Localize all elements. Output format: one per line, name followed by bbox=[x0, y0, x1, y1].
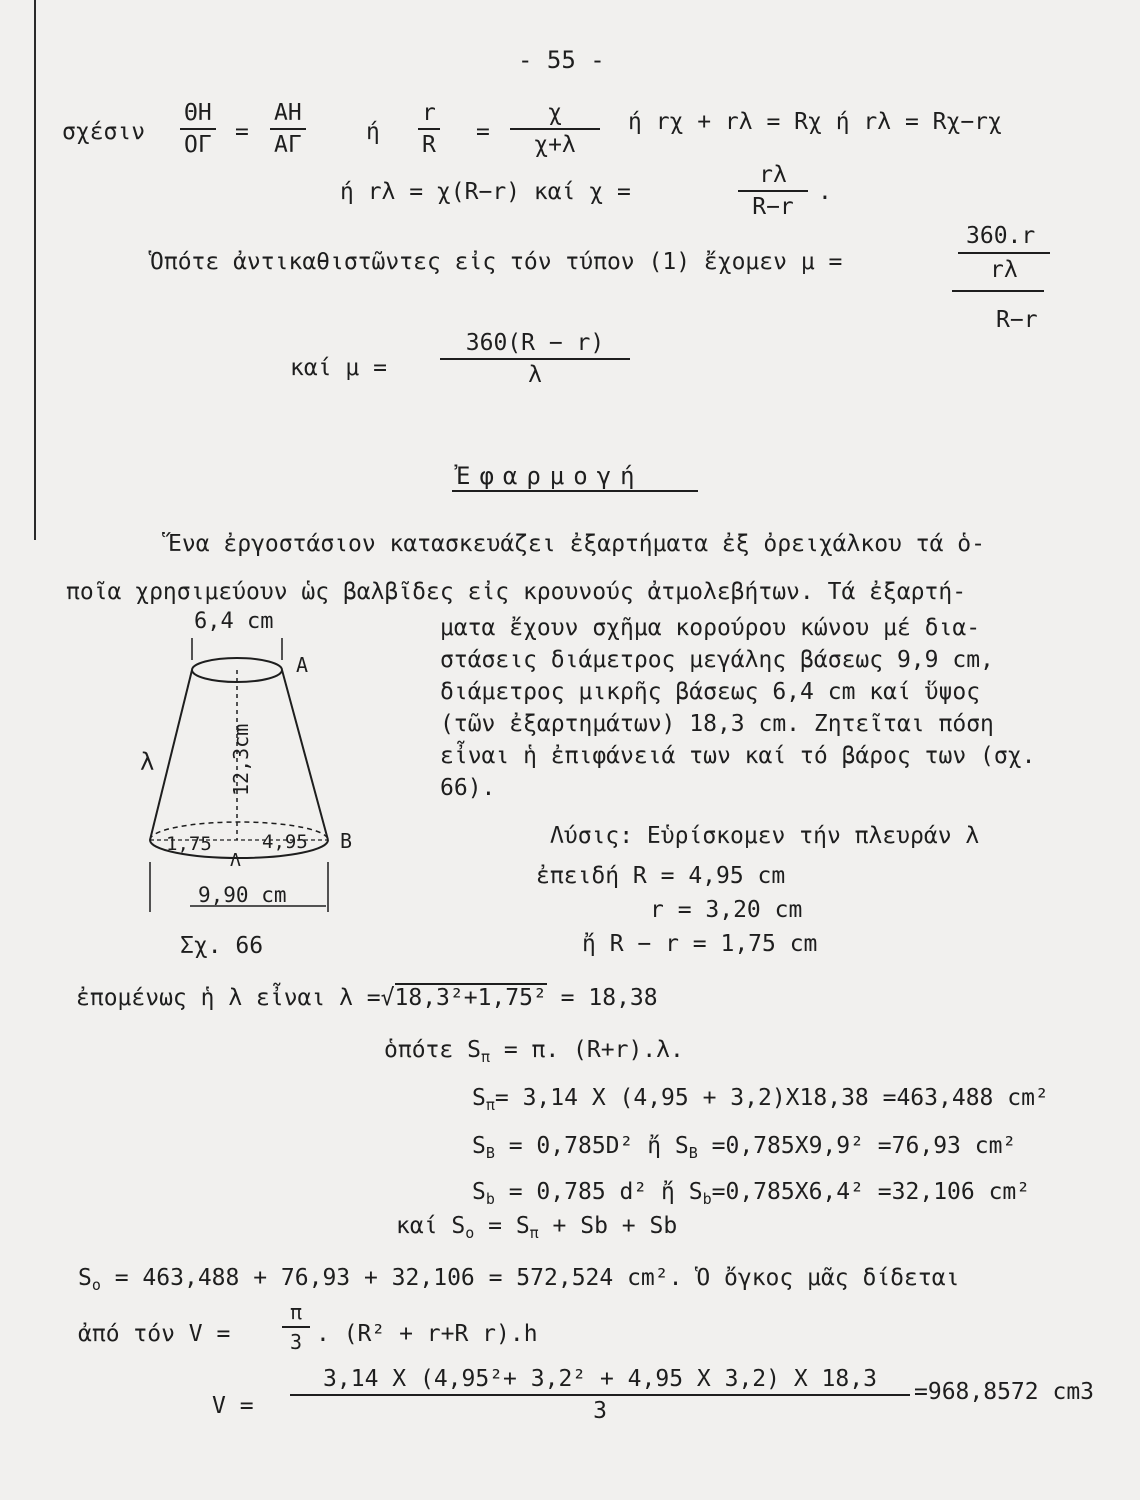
fraction-numerator: ΑΗ bbox=[270, 100, 306, 130]
point-B-label: Β bbox=[340, 829, 353, 853]
fraction-bar bbox=[952, 290, 1044, 292]
fraction-alpha-eta bbox=[270, 100, 306, 158]
symbol: S bbox=[472, 1085, 486, 1111]
sqrt-sign: √ bbox=[380, 985, 395, 1011]
subscript: π bbox=[529, 1224, 539, 1242]
given-r: r = 3,20 cm bbox=[650, 897, 803, 923]
problem-line-6: (τῶν ἐξαρτημάτων) 18,3 cm. Ζητεῖται πόση bbox=[440, 711, 994, 737]
fraction-theta-eta bbox=[180, 100, 216, 158]
lateral-surface-calc bbox=[472, 1084, 1049, 1119]
rel1-tail: ή rχ + rλ = Rχ ή rλ = Rχ−rχ bbox=[628, 109, 1002, 135]
volume-formula: . (R² + r+R r).h bbox=[316, 1321, 538, 1347]
fraction-denominator: R−r bbox=[752, 194, 794, 220]
right-segment-label: 4,95 bbox=[262, 831, 308, 853]
formula-tail: =0,785X6,4² =32,106 cm² bbox=[711, 1179, 1031, 1205]
subscript: B bbox=[485, 1144, 495, 1162]
formula-tail: = 463,488 + 76,93 + 32,106 = 572,524 cm². Ὁ ὄγκος μᾶς δίδεται bbox=[100, 1265, 960, 1291]
section-title: Ἐφαρμογή bbox=[456, 462, 644, 490]
rel2-end: . bbox=[818, 179, 832, 205]
sqrt-radicand: 18,3²+1,75² bbox=[394, 985, 547, 1011]
formula-tail: = π. (R+r).λ. bbox=[489, 1037, 684, 1063]
fraction-chi bbox=[510, 100, 600, 158]
subscript: b bbox=[485, 1190, 495, 1208]
formula-tail: = 3,14 X (4,95 + 3,2)X18,38 =463,488 cm² bbox=[494, 1085, 1049, 1111]
lambda-equation bbox=[76, 984, 658, 1012]
volume-fraction bbox=[290, 1366, 910, 1424]
rel3-denominator: R−r bbox=[996, 307, 1038, 333]
problem-line-3: ματα ἔχουν σχῆμα κορούρου κώνου μέ δια- bbox=[440, 615, 981, 641]
lambda-lead: ἐπομένως ἡ λ εἶναι λ = bbox=[76, 985, 381, 1011]
lambda-tail: = 18,38 bbox=[546, 985, 658, 1011]
problem-line-1: Ἕνα ἐργοστάσιον κατασκευάζει ἐξαρτήματα ἐξ ὀρειχάλκου τά ὁ- bbox=[168, 531, 985, 557]
formula-tail: =0,785X9,9² =76,93 cm² bbox=[697, 1133, 1017, 1159]
small-base-calc bbox=[472, 1178, 1030, 1213]
figure-caption: Σχ. 66 bbox=[180, 933, 264, 959]
given-R: ἐπειδή R = 4,95 cm bbox=[536, 863, 786, 889]
symbol: S bbox=[472, 1133, 486, 1159]
problem-line-4: στάσεις διάμετρος μεγάλης βάσεως 9,9 cm, bbox=[440, 647, 994, 673]
rel3-mid: rλ bbox=[990, 257, 1018, 283]
left-segment-label: 1,75 bbox=[166, 833, 212, 855]
formula-tail: + Sb + Sb bbox=[538, 1213, 678, 1239]
fraction-pi-over-3 bbox=[282, 1300, 310, 1354]
rel2-lead: ή rλ = χ(R−r) καί χ = bbox=[340, 179, 631, 205]
fraction-denominator: χ+λ bbox=[534, 132, 576, 158]
fraction-r-lambda bbox=[738, 162, 808, 220]
subscript: o bbox=[91, 1276, 101, 1294]
or-word: ή bbox=[366, 119, 380, 145]
subscript: o bbox=[465, 1224, 475, 1242]
slant-lambda-label: λ bbox=[140, 748, 155, 776]
fraction-numerator: 3,14 X (4,95²+ 3,2² + 4,95 X 3,2) X 18,3 bbox=[290, 1366, 910, 1396]
large-base-calc bbox=[472, 1132, 1016, 1167]
fraction-denominator: R bbox=[422, 132, 436, 158]
symbol: S bbox=[78, 1265, 92, 1291]
fraction-denominator: ΑΓ bbox=[274, 132, 302, 158]
solution-intro: Λύσις: Εὑρίσκομεν τήν πλευράν λ bbox=[550, 823, 980, 849]
margin-rule bbox=[34, 0, 36, 540]
equals-sign: = bbox=[476, 119, 490, 145]
fraction-numerator: ΘΗ bbox=[180, 100, 216, 130]
formula-tail: = 0,785 d² ἤ S bbox=[494, 1179, 703, 1205]
problem-line-5: διάμετρος μικρῆς βάσεως 6,4 cm καί ὕψος bbox=[440, 679, 981, 705]
truncated-cone-figure bbox=[130, 600, 430, 930]
total-surface-calc bbox=[78, 1264, 959, 1299]
point-A-label: Α bbox=[296, 653, 309, 677]
formula-tail: = 0,785D² ἤ S bbox=[494, 1133, 689, 1159]
equals-sign: = bbox=[235, 119, 249, 145]
volume-lead: ἀπό τόν V = bbox=[78, 1321, 231, 1347]
fraction-denominator: 3 bbox=[593, 1398, 607, 1424]
fraction-numerator: rλ bbox=[738, 162, 808, 192]
right-slant-edge bbox=[282, 670, 328, 840]
rel4-lead: καί μ = bbox=[290, 355, 387, 381]
given-R-minus-r: ἤ R − r = 1,75 cm bbox=[582, 931, 818, 957]
top-diameter-label: 6,4 cm bbox=[194, 609, 274, 634]
symbol: S bbox=[472, 1179, 486, 1205]
subscript: B bbox=[688, 1144, 698, 1162]
subscript: b bbox=[702, 1190, 712, 1208]
fraction-bar bbox=[958, 252, 1050, 254]
problem-line-2: ποῖα χρησιμεύουν ὡς βαλβῖδες εἰς κρουνούς ἀτμολεβήτων. Τά ἐξαρτή- bbox=[66, 579, 967, 605]
rel1-lead: σχέσιν bbox=[62, 119, 146, 145]
fraction-denominator: ΟΓ bbox=[184, 132, 212, 158]
symbol: ὁπότε S bbox=[384, 1037, 481, 1063]
surface-formula bbox=[384, 1036, 684, 1071]
subscript: π bbox=[485, 1096, 495, 1114]
formula-lead: καί S bbox=[396, 1213, 466, 1239]
point-Lambda-label: Λ bbox=[230, 850, 241, 871]
total-surface-formula bbox=[396, 1212, 677, 1247]
fraction-r-R bbox=[418, 100, 440, 158]
formula-tail: = S bbox=[474, 1213, 530, 1239]
fraction-numerator: r bbox=[418, 100, 440, 130]
problem-line-8: 66). bbox=[440, 775, 496, 801]
bottom-diameter-label: 9,90 cm bbox=[198, 883, 287, 907]
fraction-numerator: π bbox=[282, 1300, 310, 1328]
fraction-mu bbox=[440, 330, 630, 388]
height-label: 12,3cm bbox=[229, 723, 253, 796]
fraction-numerator: χ bbox=[510, 100, 600, 130]
subscript: π bbox=[480, 1048, 490, 1066]
page-number: - 55 - bbox=[518, 46, 605, 74]
volume-result: =968,8572 cm3 bbox=[914, 1379, 1095, 1405]
volume-final-lead: V = bbox=[212, 1393, 254, 1419]
problem-line-7: εἶναι ἡ ἐπιφάνειά των καί τό βάρος των (σχ. bbox=[440, 743, 1036, 769]
title-underline bbox=[452, 490, 698, 492]
fraction-denominator: λ bbox=[528, 362, 542, 388]
fraction-denominator: 3 bbox=[289, 1330, 303, 1354]
rel3-text: Ὁπότε ἀντικαθιστῶντες εἰς τόν τύπον (1) ἔχομεν μ = bbox=[150, 249, 843, 275]
rel3-numerator: 360.r bbox=[966, 223, 1036, 249]
fraction-numerator: 360(R − r) bbox=[440, 330, 630, 360]
left-slant-edge bbox=[150, 670, 192, 840]
